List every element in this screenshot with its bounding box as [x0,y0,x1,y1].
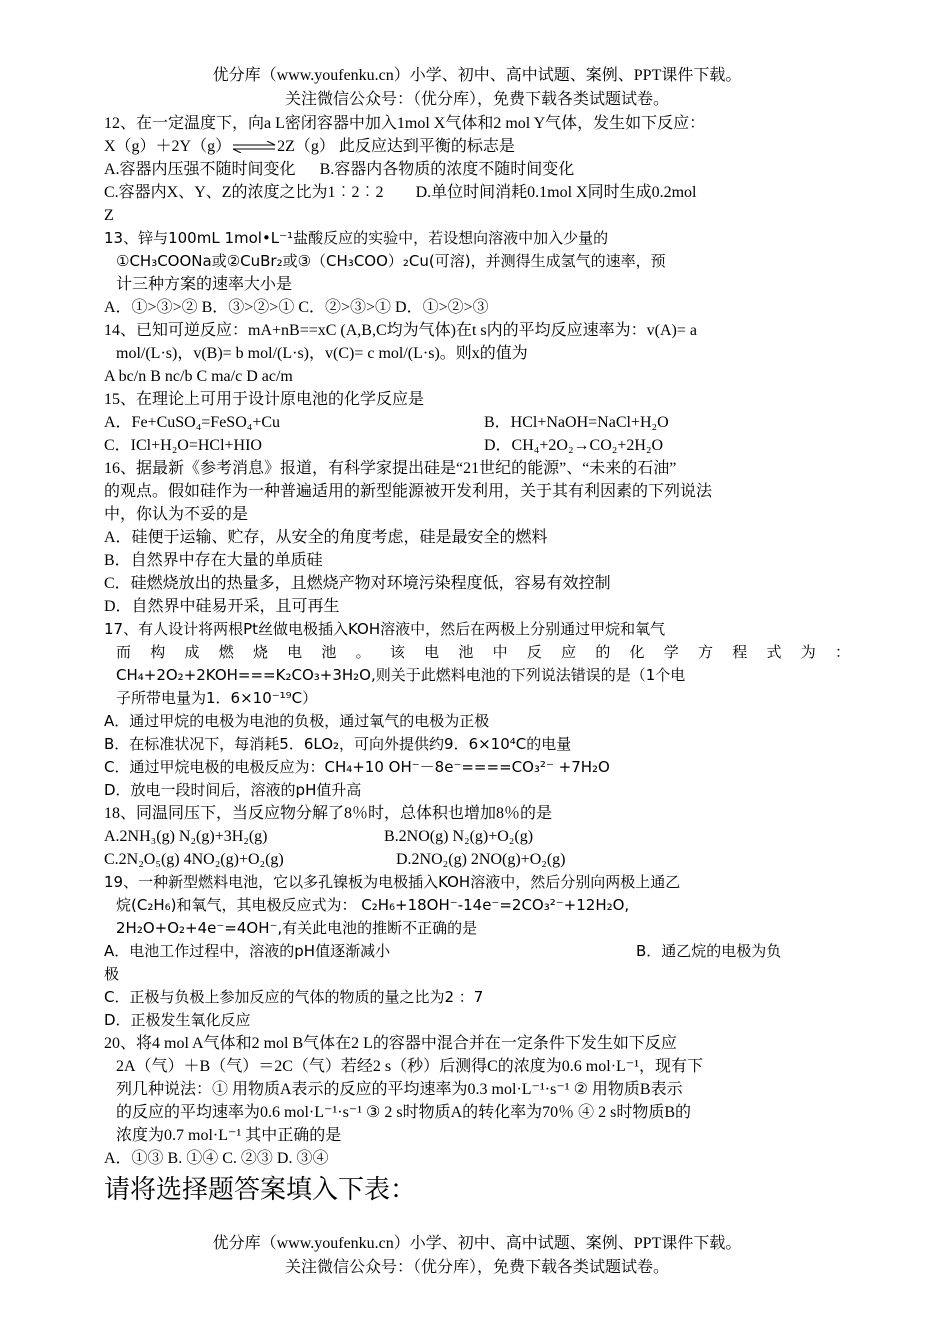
q12-option-d: D.单位时间消耗0.1mol X同时生成0.2mol [415,184,697,201]
q12-option-d-cont: Z [104,207,114,224]
q17-option-c: C．通过甲烷电极的电极反应为：CH₄+10 OH⁻－8e⁻====CO₃²⁻ +7H₂O [104,758,610,776]
q17-line-1: 17、有人设计将两根Pt丝做电极插入KOH溶液中，然后在两极上分别通过甲烷和氧气 [104,620,666,638]
q14-line-2: mol/(L·s)，v(B)= b mol/(L·s)，v(C)= c mol/(L·s)。则x的值为 [116,345,528,362]
reversible-arrow-icon [231,141,277,153]
q12-option-a: A.容器内压强不随时间变化 [104,161,296,178]
question-18 [104,802,850,871]
header-line-1: 优分库（www.youfenku.cn）小学、初中、高中试题、案例、PPT课件下载。 [212,67,742,84]
footer [104,1232,850,1280]
q15-option-d: D．CH₄+2O₂→CO₂+2H₂O [484,437,664,454]
q18-row-ab [104,825,850,848]
footer-line-2: 关注微信公众号：（优分库），免费下载各类试题试卷。 [284,1259,669,1276]
q19-option-b: B．通乙烷的电极为负 [636,942,782,960]
q17-option-a: A．通过甲烷的电极为电池的负极，通过氧气的电极为正极 [104,712,490,730]
question-19 [104,871,850,1032]
q18-stem: 18、同温同压下，当反应物分解了8％时，总体积也增加8％的是 [104,805,553,822]
q12-options-cd [104,181,850,204]
question-14 [104,319,850,388]
question-20 [104,1032,850,1170]
q15-option-a: A．Fe+CuSO₄=FeSO₄+Cu [104,414,281,431]
q17-line-4: 子所带电量为1．6×10⁻¹⁹C） [116,689,318,707]
q17-option-d: D．放电一段时间后，溶液的pH值升高 [104,781,362,799]
q15-stem: 15、在理论上可用于设计原电池的化学反应是 [104,391,425,408]
q12-eq-right: 2Z（g） 此反应达到平衡的标志是 [277,138,515,155]
q19-option-d: D．正极发生氧化反应 [104,1011,251,1029]
q13-line-1: 13、锌与100mL 1mol•L⁻¹盐酸反应的实验中，若设想向溶液中加入少量的 [104,229,609,247]
q16-option-d: D．自然界中硅易开采，且可再生 [104,598,340,615]
q19-line-2: 烷(C₂H₆)和氧气，其电极反应式为： C₂H₆+18OH⁻-14e⁻=2CO₃²⁻+12H₂O, [116,896,630,914]
q19-option-b-cont: 极 [104,965,120,983]
q13-line-2: ①CH₃COONa或②CuBr₂或③（CH₃COO）₂Cu(可溶)，并测得生成氢气的速率，预 [116,252,666,270]
q19-option-c: C．正极与负极上参加反应的气体的物质的量之比为2 ：7 [104,988,484,1006]
q20-line-2: 2A（气）＋B（气）＝2C（气）若经2 s（秒）后测得C的浓度为0.6 mol·L⁻¹，现有下 [116,1058,704,1075]
q12-options-ab [104,158,850,181]
q18-option-c: C.2N₂O₅(g) 4NO₂(g)+O₂(g) [104,851,284,868]
q15-option-c: C．ICl+H₂O=HCl+HIO [104,437,262,454]
q19-line-3: 2H₂O+O₂+4e⁻=4OH⁻,有关此电池的推断不正确的是 [116,919,478,937]
q16-option-a: A．硅便于运输、贮存，从安全的角度考虑，硅是最安全的燃料 [104,529,548,546]
q17-line-2: 而构成燃烧电池。该电池中反应的化学方程式为： [116,643,850,661]
q19-row-ab [104,940,850,963]
question-12 [104,112,850,227]
q12-equation [104,135,850,158]
q18-option-a: A.2NH₃(g) N₂(g)+3H₂(g) [104,828,268,845]
q16-line-2: 的观点。假如硅作为一种普遍适用的新型能源被开发利用，关于其有利因素的下列说法 [104,483,713,500]
q15-row-ab [104,411,850,434]
q20-line-1: 20、将4 mol A气体和2 mol B气体在2 L的容器中混合并在一定条件下发生如下反应 [104,1035,677,1052]
q15-row-cd [104,434,850,457]
q20-line-5: 浓度为0.7 mol·L⁻¹ 其中正确的是 [116,1127,342,1144]
q12-option-c: C.容器内X、Y、Z的浓度之比为1︰2︰2 [104,184,384,201]
header-line-2: 关注微信公众号：（优分库），免费下载各类试题试卷。 [284,91,669,108]
q12-option-b: B.容器内各物质的浓度不随时间变化 [319,161,575,178]
question-13 [104,227,850,319]
header [104,64,850,112]
q17-option-b: B．在标准状况下，每消耗5．6LO₂，可向外提供约9．6×10⁴C的电量 [104,735,572,753]
q19-line-1: 19、一种新型燃料电池，它以多孔镍板为电极插入KOH溶液中，然后分别向两极上通乙 [104,873,681,891]
q13-options: A．①>③>② B．③>②>① C．②>③>① D．①>②>③ [104,299,489,316]
q15-option-b: B．HCl+NaOH=NaCl+H₂O [484,414,669,431]
q17-line-3: CH₄+2O₂+2KOH===K₂CO₃+3H₂O,则关于此燃料电池的下列说法错误的是（1个电 [116,666,686,684]
q13-line-3: 计三种方案的速率大小是 [116,276,293,293]
q18-row-cd [104,848,850,871]
q12-eq-left: X（g）＋2Y（g） [104,138,232,155]
q20-line-4: 的反应的平均速率为0.6 mol·L⁻¹·s⁻¹ ③ 2 s时物质A的转化率为70％ ④ 2 s时物质B的 [116,1104,692,1121]
q16-line-1: 16、据最新《参考消息》报道，有科学家提出硅是“21世纪的能源”、“未来的石油” [104,460,677,477]
footer-line-1: 优分库（www.youfenku.cn）小学、初中、高中试题、案例、PPT课件下载。 [212,1235,742,1252]
q16-option-b: B．自然界中存在大量的单质硅 [104,552,323,569]
q16-option-c: C．硅燃烧放出的热量多，且燃烧产物对环境污染程度低，容易有效控制 [104,575,611,592]
q20-line-3: 列几种说法：① 用物质A表示的反应的平均速率为0.3 mol·L⁻¹·s⁻¹ ② 用物质B表示 [116,1081,683,1098]
q18-option-b: B.2NO(g) N₂(g)+O₂(g) [384,828,534,845]
q12-stem: 12、在一定温度下，向a L密闭容器中加入1mol X气体和2 mol Y气体，发生如下反应： [104,115,706,132]
q19-option-a: A．电池工作过程中，溶液的pH值逐渐减小 [104,942,391,960]
q14-line-1: 14、已知可逆反应：mA+nB==xC (A,B,C均为气体)在t s内的平均反应速率为：v(A)= a [104,322,697,339]
q20-options: A．①③ B. ①④ C. ②③ D. ③④ [104,1150,329,1167]
q18-option-d: D.2NO₂(g) 2NO(g)+O₂(g) [396,851,566,868]
q14-options: A bc/n B nc/b C ma/c D ac/m [104,368,293,385]
q16-line-3: 中，你认为不妥的是 [104,506,249,523]
exam-page [104,64,850,1208]
question-15 [104,388,850,457]
question-17 [104,618,850,802]
answer-table-prompt: 请将选择题答案填入下表： [104,1175,417,1204]
question-16 [104,457,850,618]
